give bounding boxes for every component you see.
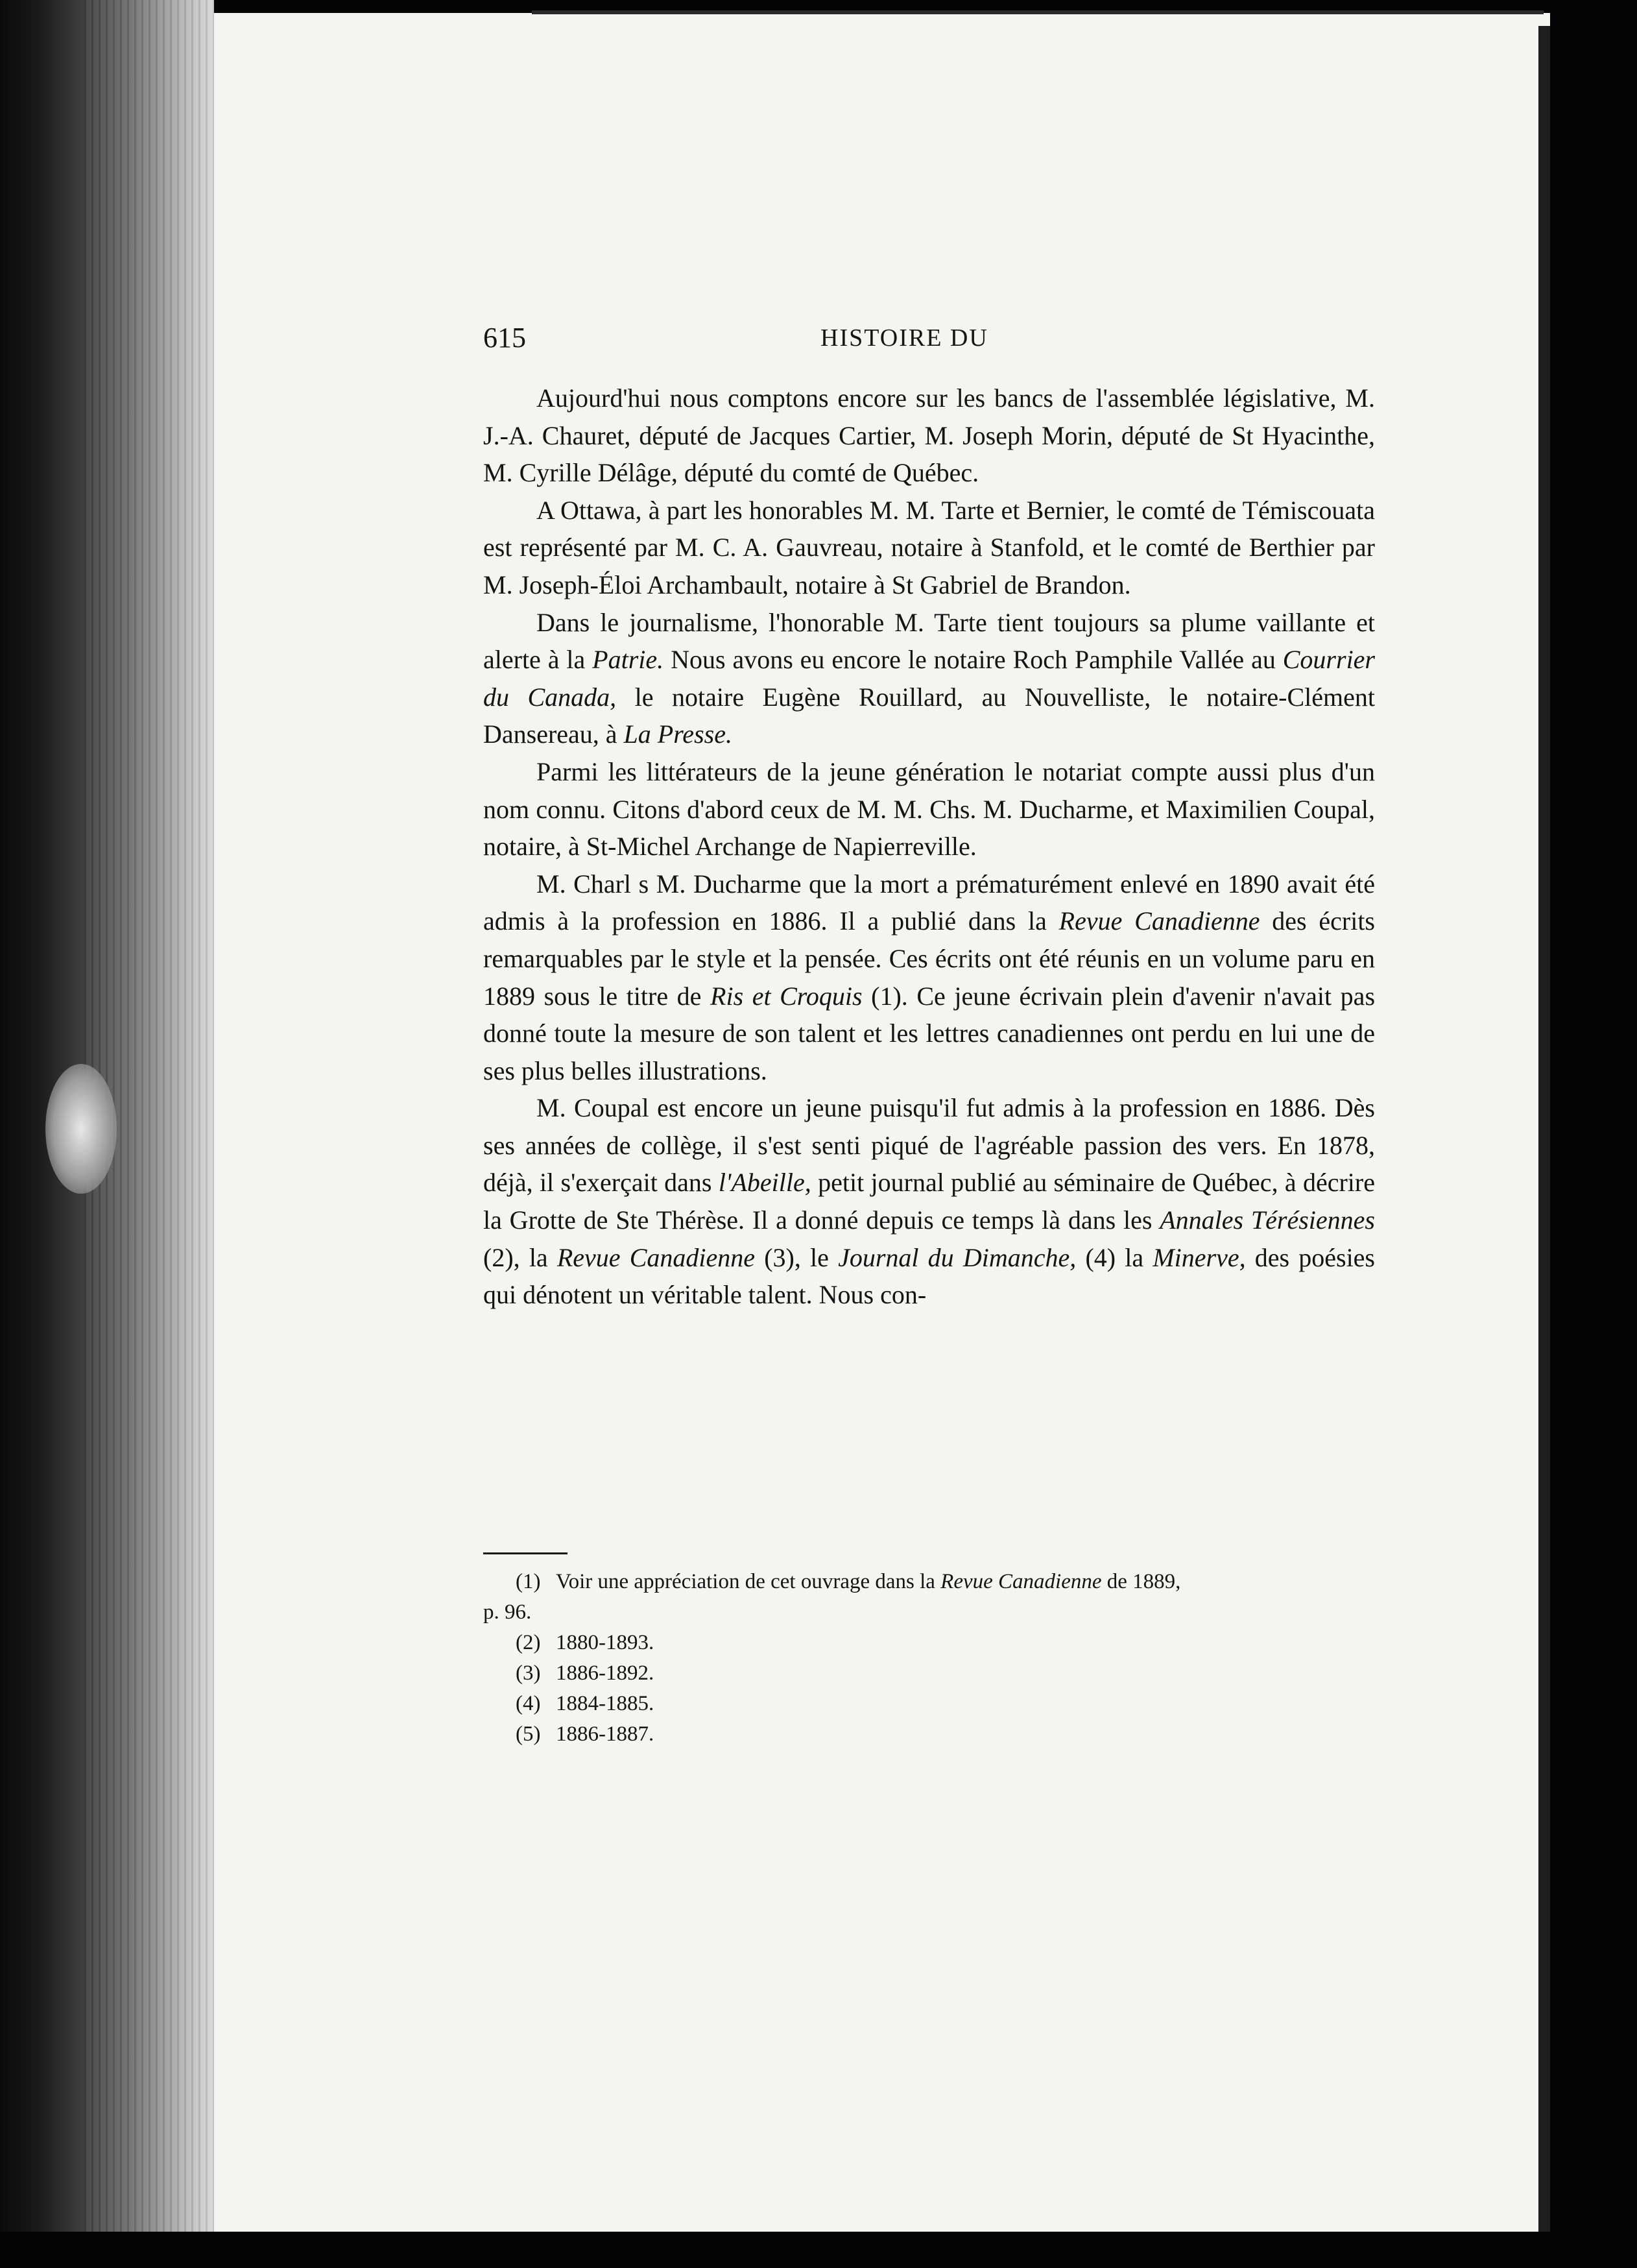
text-run: M. Coupal est encore un jeune puisqu'il fut admis à la profession en 1886. Dès ses années de collège, il s'est senti piqué de l'agréable passion des vers. En 1878, déjà, il s'exerçait dans	[483, 1093, 1375, 1198]
italic-run: Courrier du Canada,	[483, 645, 1375, 712]
footnotes	[483, 1567, 1375, 1750]
italic-run: Revue Canadienne	[1058, 906, 1260, 936]
running-head: HISTOIRE DU	[820, 324, 988, 352]
footnote-text: 1884-1885.	[556, 1692, 654, 1715]
page-right-edge	[1538, 26, 1550, 2232]
text-run: A Ottawa, à part les honorables M. M. Tarte et Bernier, le comté de Témiscouata est représenté par M. C. A. Gauvreau, notaire à Stanfold, et le comté de Berthier par M. Joseph-Éloi Archambault, notaire à St Gabriel de Brandon.	[483, 495, 1375, 599]
footnote-number: (1)	[516, 1570, 541, 1593]
italic-run: Minerve,	[1153, 1242, 1246, 1272]
text-run: des poésies qui dénotent un véritable talent. Nous con-	[483, 1242, 1376, 1310]
top-edge-rule	[532, 10, 1544, 14]
italic-run: Revue Canadienne	[556, 1242, 756, 1272]
text-run: Parmi les littérateurs de la jeune génération le notariat compte aussi plus d'un nom connu. Citons d'abord ceux de M. M. Chs. M. Ducharme, et Maximilien Coupal, notaire, à St-Michel Archange de Napierreville.	[483, 756, 1375, 862]
footnote-1	[483, 1567, 1375, 1628]
italic-run: La Presse.	[623, 719, 732, 749]
scan-border-right	[1550, 0, 1637, 2268]
italic-run: Journal du Dimanche,	[838, 1242, 1077, 1272]
footnote-number: (5)	[516, 1722, 541, 1746]
italic-run: Ris et Croquis	[710, 981, 863, 1011]
text-run: des écrits remarquables par le style et la pensée. Ces écrits ont été réunis en un volume paru en 1889 sous le titre de	[483, 906, 1375, 1011]
footnote-text: 1880-1893.	[556, 1631, 654, 1654]
text-run: M. Charl s M. Ducharme que la mort a prématurément enlevé en 1890 avait été admis à la profession en 1886. Il a publié dans la	[483, 869, 1375, 936]
paragraph-5	[483, 865, 1375, 1090]
footnote-text: de 1889,	[1101, 1570, 1181, 1593]
footnote-4	[483, 1689, 1375, 1719]
page-header	[483, 321, 1391, 360]
footnote-italic: Revue Canadienne	[940, 1570, 1102, 1593]
text-run: (1). Ce jeune écrivain plein d'avenir n'avait pas donné toute la mesure de son talent et les lettres canadiennes ont perdu en lui une de ses plus belles illustrations.	[483, 981, 1376, 1085]
footnote-2	[483, 1628, 1375, 1658]
footnote-3	[483, 1658, 1375, 1689]
italic-run: Annales Térésiennes	[1160, 1205, 1375, 1235]
footnote-number: (2)	[516, 1631, 541, 1654]
text-run: (4) la	[1076, 1242, 1153, 1272]
text-run: le notaire Eugène Rouillard, au Nouvelliste, le notaire-Clément Dansereau, à	[483, 682, 1375, 749]
text-run: Nous avons eu encore le notaire Roch Pamphile Vallée au	[663, 645, 1283, 675]
text-run: petit journal publié au séminaire de Québec, à décrire la Grotte de Ste Thérèse. Il a donné depuis ce temps là dans les	[483, 1168, 1375, 1235]
text-run: (3), le	[755, 1242, 839, 1272]
paragraph-6	[483, 1089, 1375, 1314]
paragraph-2	[483, 492, 1375, 604]
text-run: (2), la	[483, 1242, 557, 1272]
footnote-text: Voir une appréciation de cet ouvrage dans la	[556, 1570, 941, 1593]
spine-blot	[45, 1064, 117, 1194]
footnote-number: (4)	[516, 1692, 541, 1715]
footnote-continuation: p. 96.	[483, 1600, 532, 1624]
footnote-5	[483, 1719, 1375, 1750]
page-number: 615	[483, 322, 526, 354]
italic-run: Patrie.	[592, 645, 664, 675]
paragraph-3	[483, 604, 1375, 753]
paragraph-1	[483, 380, 1375, 492]
footnote-text: 1886-1892.	[556, 1661, 654, 1685]
footnote-rule	[483, 1552, 568, 1554]
text-run: Dans le journalisme, l'honorable M. Tarte tient toujours sa plume vaillante et alerte à la	[483, 607, 1375, 675]
scan-border-bottom	[0, 2232, 1637, 2268]
text-run: Aujourd'hui nous comptons encore sur les bancs de l'assemblée législative, M. J.-A. Chauret, député de Jacques Cartier, M. Joseph Morin, député de St Hyacinthe, M. Cyrille Délâge, député du comté de Québec.	[483, 383, 1375, 488]
body-text	[483, 380, 1375, 1314]
footnote-text: 1886-1887.	[556, 1722, 654, 1746]
italic-run: l'Abeille,	[718, 1168, 811, 1198]
footnote-number: (3)	[516, 1661, 541, 1685]
paragraph-4	[483, 753, 1375, 865]
